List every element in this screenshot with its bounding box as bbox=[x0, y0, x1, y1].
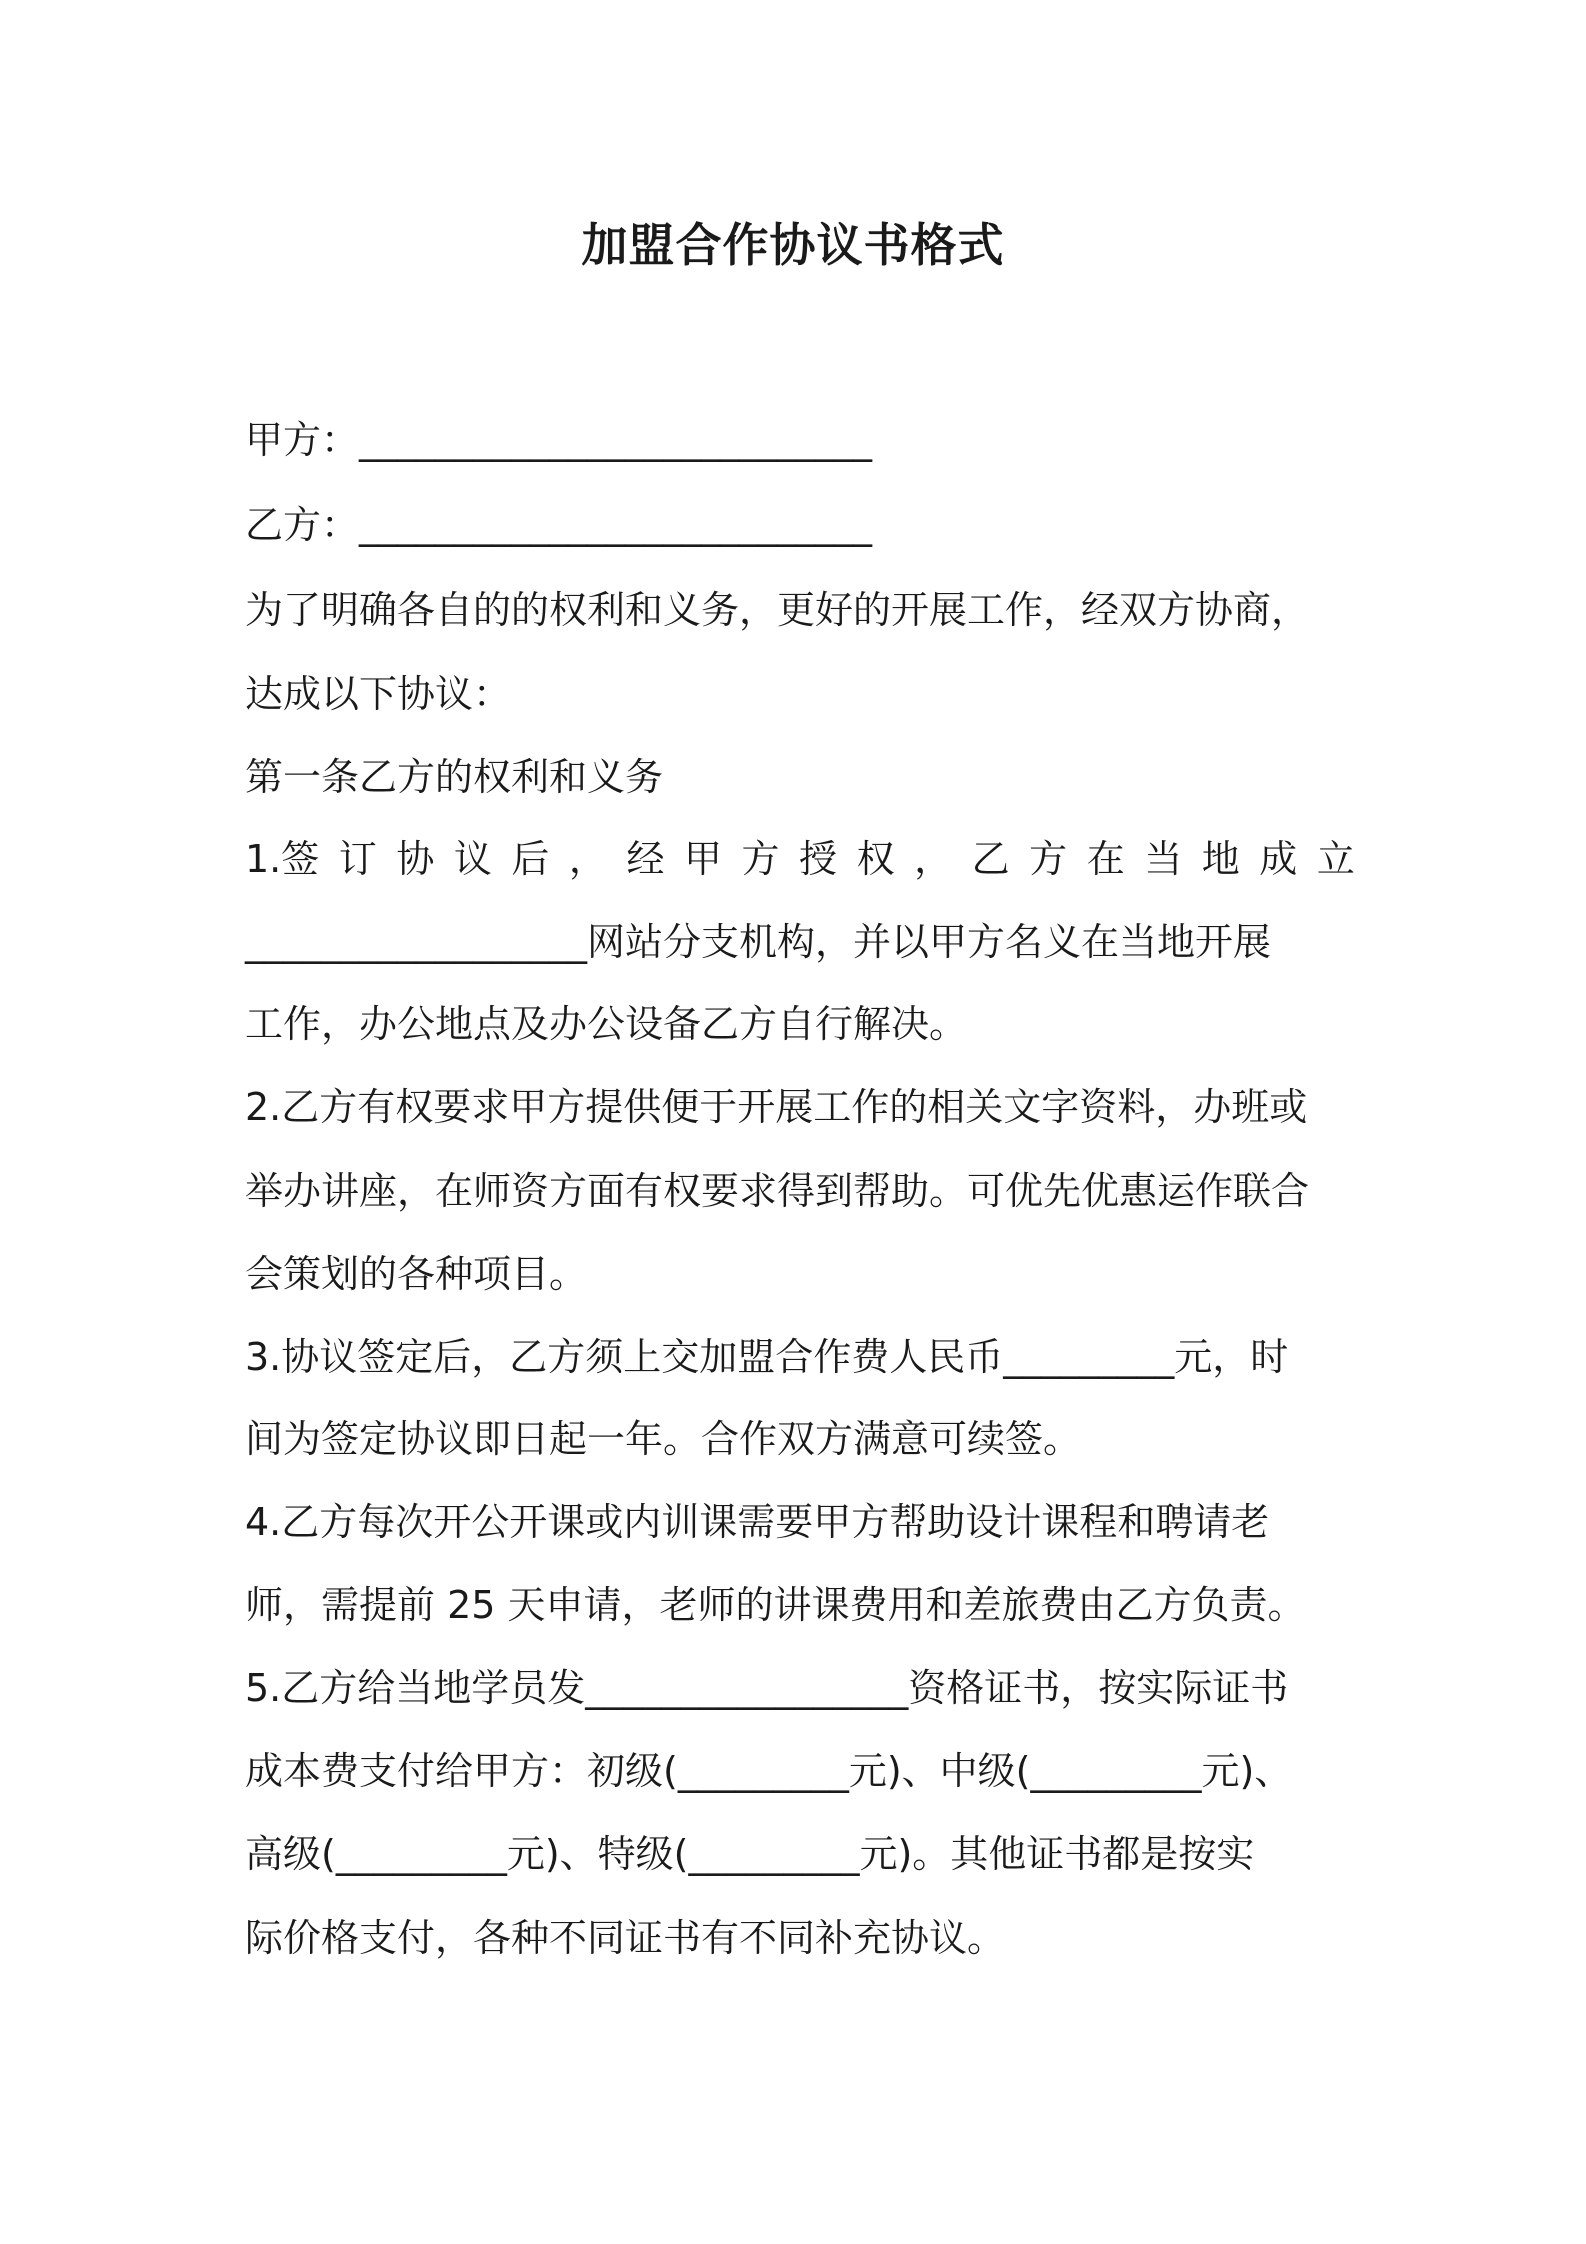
item-5-line-1: 5.乙方给当地学员发_________________资格证书，按实际证书 bbox=[245, 1666, 1289, 1710]
item-1-line-1-char: 方 bbox=[741, 837, 780, 881]
item-1-line-1-char: 甲 bbox=[683, 837, 722, 881]
item-1-line-1-char: 当 bbox=[1144, 837, 1183, 881]
item-2-line-2: 举办讲座，在师资方面有权要求得到帮助。可优先优惠运作联合 bbox=[245, 1169, 1310, 1213]
item-4-line-2: 师，需提前 25 天申请，老师的讲课费用和差旅费由乙方负责。 bbox=[245, 1583, 1306, 1627]
item-1-line-1-char: 经 bbox=[626, 837, 665, 881]
item-1-line-1-char: ， bbox=[568, 837, 607, 881]
article-1-heading: 第一条乙方的权利和义务 bbox=[245, 755, 664, 799]
item-1-line-1-char: ， bbox=[914, 837, 953, 881]
item-1-line-1-char: 1.签 bbox=[245, 837, 320, 881]
item-1-line-1 bbox=[245, 831, 1355, 887]
item-2-line-1: 2.乙方有权要求甲方提供便于开展工作的相关文字资料，办班或 bbox=[245, 1085, 1308, 1129]
item-5-line-4: 际价格支付，各种不同证书有不同补充协议。 bbox=[245, 1916, 1006, 1960]
item-1-line-1-char: 协 bbox=[396, 837, 435, 881]
item-1-line-1-char: 议 bbox=[453, 837, 492, 881]
item-1-line-1-char: 授 bbox=[799, 837, 838, 881]
party-b-line: 乙方：___________________________ bbox=[245, 503, 873, 547]
intro-line-1: 为了明确各自的的权利和义务，更好的开展工作，经双方协商， bbox=[245, 588, 1310, 632]
item-1-line-2: __________________网站分支机构，并以甲方名义在当地开展 bbox=[245, 920, 1272, 964]
document-title: 加盟合作协议书格式 bbox=[581, 218, 1005, 272]
party-a-line: 甲方：___________________________ bbox=[245, 418, 873, 462]
item-1-line-1-char: 后 bbox=[511, 837, 550, 881]
item-1-line-1-char: 立 bbox=[1316, 837, 1355, 881]
item-1-line-1-char: 订 bbox=[338, 837, 377, 881]
item-1-line-3: 工作，办公地点及办公设备乙方自行解决。 bbox=[245, 1002, 968, 1046]
item-1-line-1-char: 乙 bbox=[971, 837, 1010, 881]
item-1-line-1-char: 方 bbox=[1029, 837, 1068, 881]
item-5-line-2: 成本费支付给甲方：初级(_________元)、中级(_________元)、 bbox=[245, 1749, 1293, 1793]
item-3-line-2: 间为签定协议即日起一年。合作双方满意可续签。 bbox=[245, 1417, 1082, 1461]
item-1-line-1-char: 成 bbox=[1259, 837, 1298, 881]
item-1-line-1-char: 在 bbox=[1086, 837, 1125, 881]
intro-line-2: 达成以下协议： bbox=[245, 672, 512, 716]
item-1-line-1-char: 地 bbox=[1201, 837, 1240, 881]
item-2-line-3: 会策划的各种项目。 bbox=[245, 1252, 588, 1296]
item-1-line-1-char: 权 bbox=[856, 837, 895, 881]
item-3-line-1: 3.协议签定后，乙方须上交加盟合作费人民币_________元，时 bbox=[245, 1335, 1289, 1379]
item-5-line-3: 高级(_________元)、特级(_________元)。其他证书都是按实 bbox=[245, 1832, 1255, 1876]
item-4-line-1: 4.乙方每次开公开课或内训课需要甲方帮助设计课程和聘请老 bbox=[245, 1500, 1270, 1544]
